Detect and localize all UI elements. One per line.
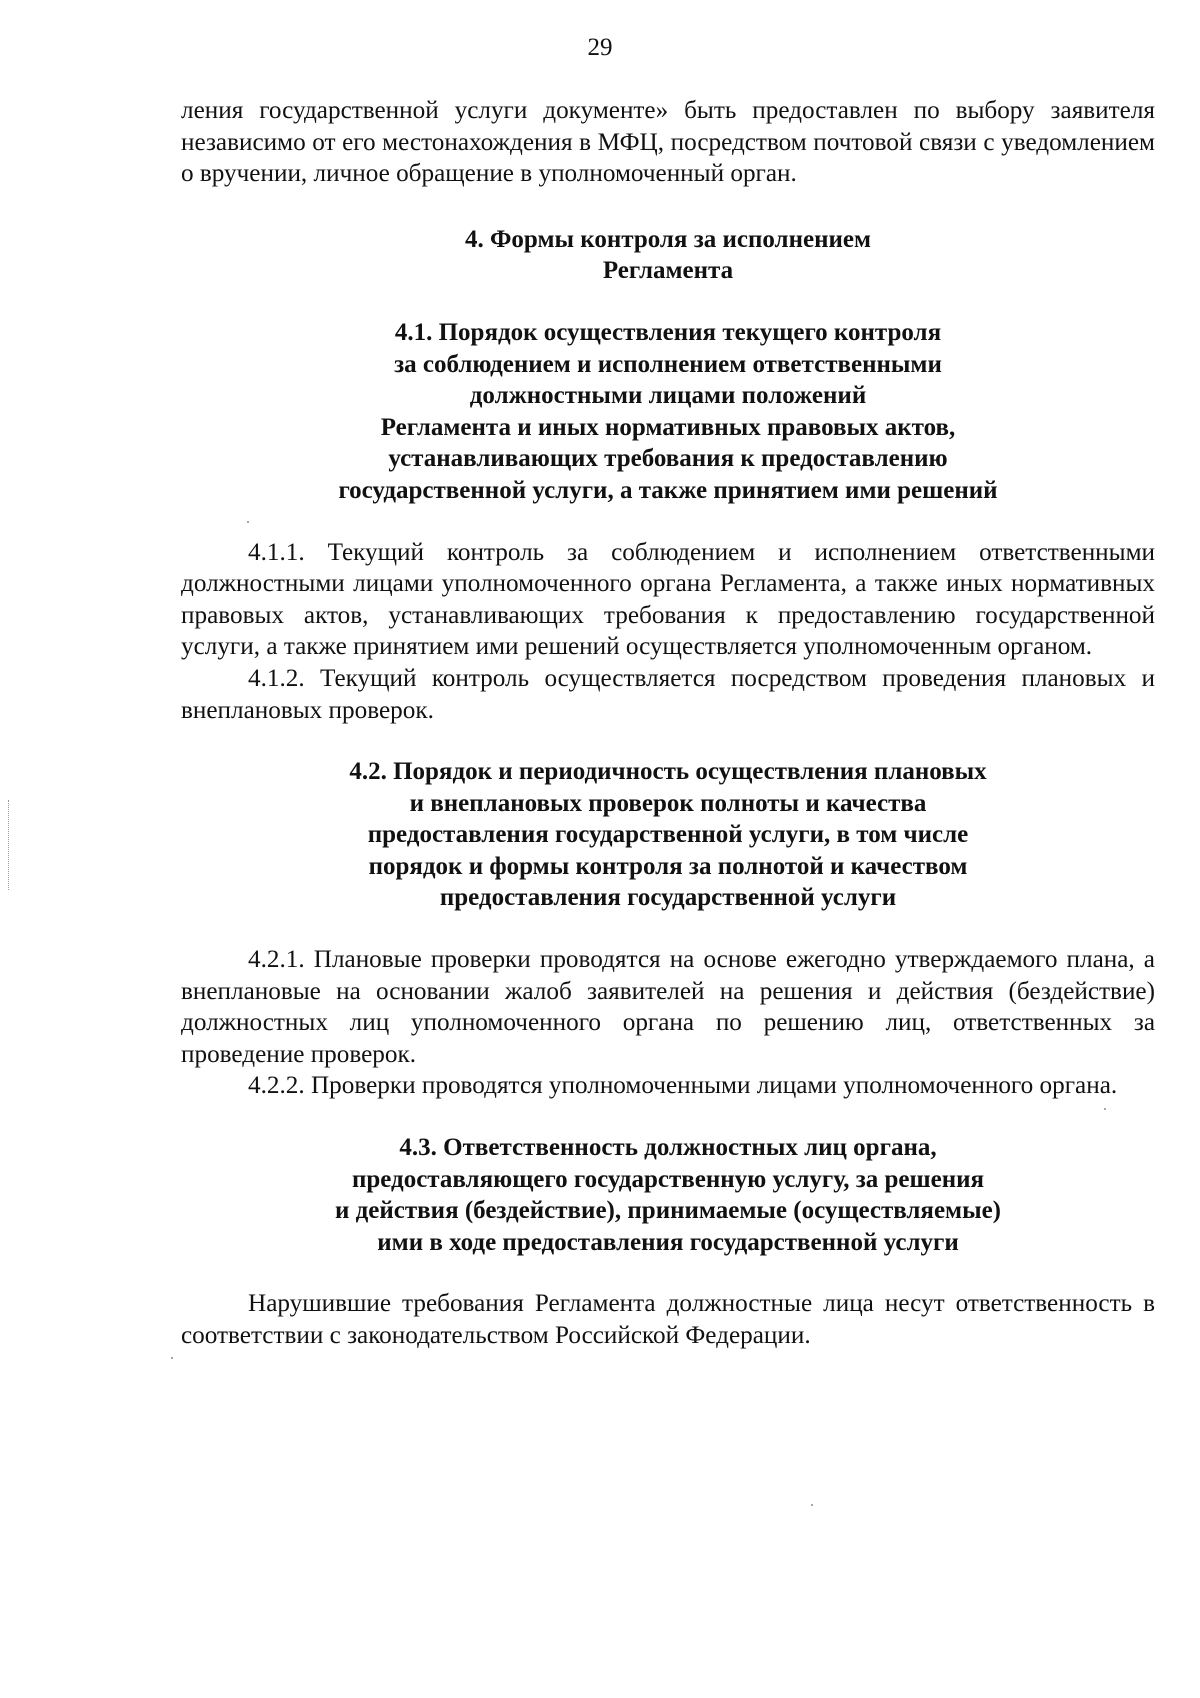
paragraph-4-2-1: 4.2.1. Плановые проверки проводятся на основе ежегодно утверждаемого плана, а внеплановые на основании жалоб заявителей на решения и действия (бездействие) должностных лиц уполномоченного органа по решению лиц, ответственных за проведение проверок. (181, 946, 1155, 1068)
section-4-3-heading (181, 1132, 1155, 1258)
section-4-3-title-line: ими в ходе предоставления государственной услуги (377, 1228, 959, 1256)
paragraph-4-3: Нарушившие требования Регламента должностные лица несут ответственность в соответствии с законодательством Российской Федерации. (181, 1290, 1155, 1349)
page-number: 29 (587, 34, 613, 61)
scan-margin-marks (8, 800, 13, 890)
section-4-2-title-line: 4.2. Порядок и периодичность осуществления плановых (349, 758, 987, 786)
document-body (181, 95, 1155, 1352)
section-4-3-title-line: 4.3. Ответственность должностных лиц органа, (399, 1134, 937, 1162)
section-4-1-title-line: устанавливающих требования к предоставлению (388, 445, 948, 473)
scan-speck (811, 1504, 813, 1506)
paragraph-4-2-2: 4.2.2. Проверки проводятся уполномоченными лицами уполномоченного органа. (248, 1072, 1118, 1100)
section-4-heading (181, 224, 1155, 287)
section-4-1-title-line: должностными лицами положений (469, 382, 867, 410)
section-4-3-title-line: и действия (бездействие), принимаемые (осуществляемые) (334, 1197, 1002, 1225)
section-4-1-title-line: 4.1. Порядок осуществления текущего контроля (394, 318, 942, 346)
section-4-2-heading (181, 756, 1155, 914)
section-4-1-title-line: государственной услуги, а также принятием ими решений (338, 476, 998, 504)
intro-paragraph: ления государственной услуги документе» быть предоставлен по выбору заявителя независимо от его местонахождения в МФЦ, посредством почтовой связи с уведомлением о вручении, личное обращение в уполномоченный орган. (181, 97, 1155, 188)
section-4-2-title-line: предоставления государственной услуги, в том числе (367, 821, 969, 849)
section-4-title-line: 4. Формы контроля за исполнением (464, 225, 872, 253)
section-4-1-title-line: за соблюдением и исполнением ответственными (394, 350, 942, 378)
scan-speck (171, 1357, 173, 1359)
section-4-2-title-line: порядок и формы контроля за полнотой и качеством (368, 852, 968, 880)
section-4-title-line: Регламента (602, 257, 734, 285)
section-4-2-title-line: и внеплановых проверок полноты и качества (409, 789, 927, 817)
section-4-3-title-line: предоставляющего государственную услугу, за решения (351, 1165, 985, 1193)
paragraph-4-1-2: 4.1.2. Текущий контроль осуществляется посредством проведения плановых и внеплановых проверок. (181, 664, 1155, 724)
paragraph-4-1-1: 4.1.1. Текущий контроль за соблюдением и исполнением ответственными должностными лицами уполномоченного органа Регламента, а также иных нормативных правовых актов, устанавливающих требования к предоставлению государственной услуги, а также принятием ими решений осуществляется уполномоченным органом. (181, 538, 1155, 661)
section-4-1-title-line: Регламента и иных нормативных правовых актов, (380, 413, 956, 441)
section-4-1-heading (181, 317, 1155, 507)
section-4-2-title-line: предоставления государственной услуги (439, 884, 897, 912)
